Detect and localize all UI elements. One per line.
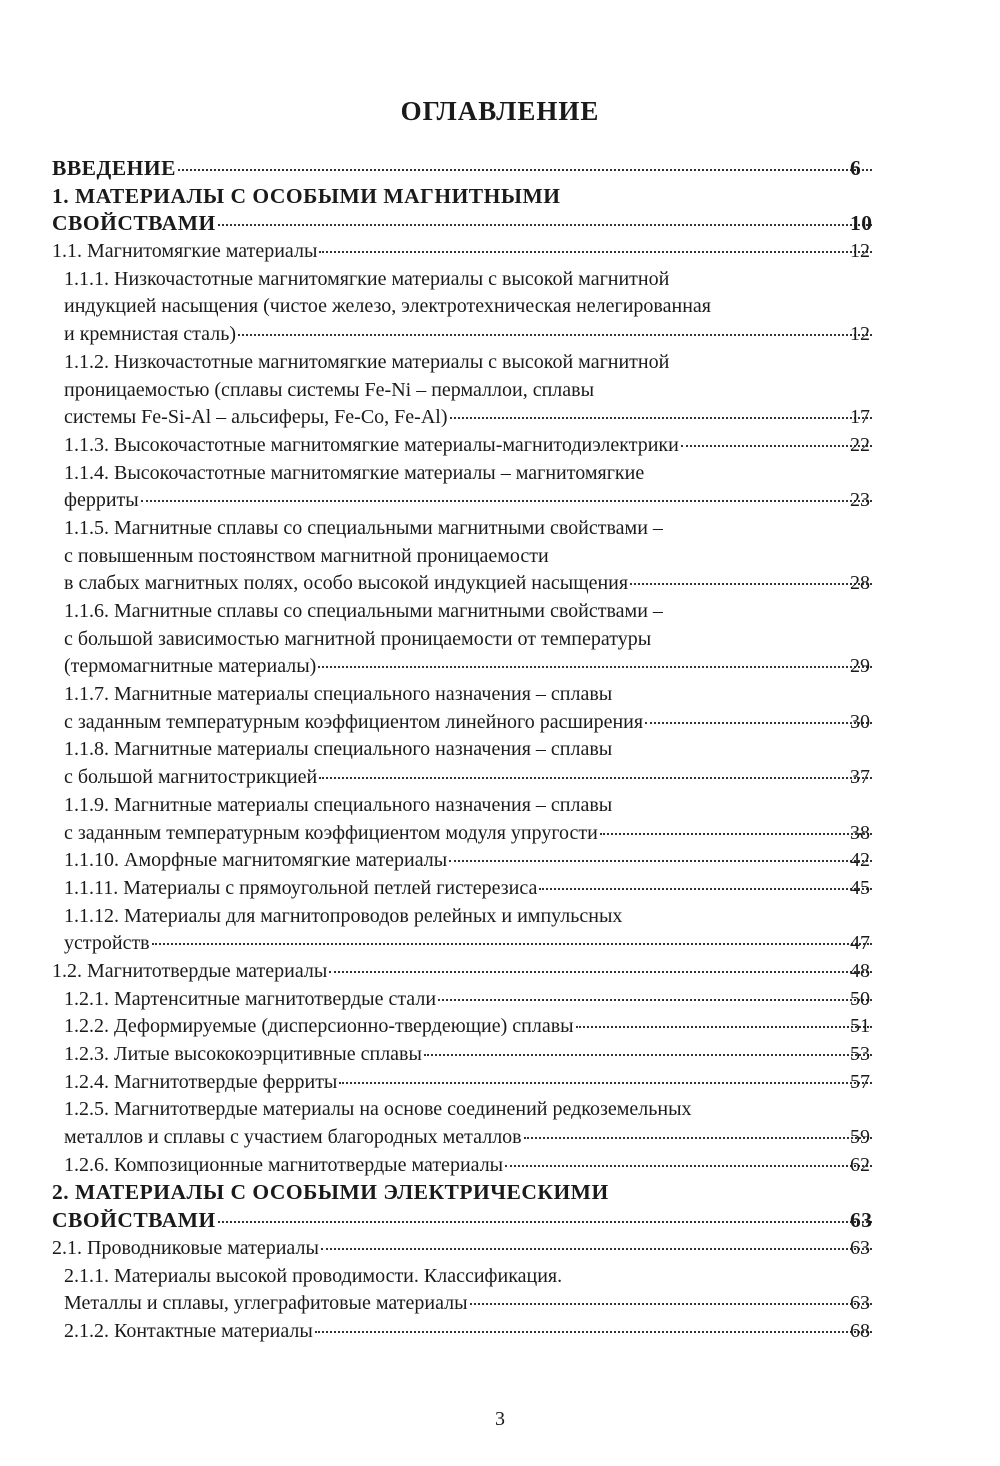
toc-entry-text: 2.1.2. Контактные материалы	[64, 1319, 313, 1342]
dot-leader	[329, 971, 872, 973]
toc-page-number: 57	[850, 1070, 870, 1093]
dot-leader	[318, 666, 872, 668]
toc-line	[0, 543, 1000, 571]
toc-entry[interactable]	[64, 1124, 874, 1152]
toc-line	[0, 709, 1000, 737]
toc-entry-text: с заданным температурным коэффициентом модуля упругости	[64, 821, 598, 844]
toc-line	[0, 792, 1000, 820]
toc-page-number: 51	[850, 1015, 870, 1038]
dot-leader	[315, 1331, 872, 1333]
toc-entry-text: с большой зависимостью магнитной проницаемости от температуры	[64, 627, 652, 650]
toc-entry-text: 2. МАТЕРИАЛЫ С ОСОБЫМИ ЭЛЕКТРИЧЕСКИМИ	[52, 1180, 609, 1205]
dot-leader	[681, 445, 872, 447]
toc-line	[0, 986, 1000, 1014]
dot-leader	[438, 999, 872, 1001]
toc-page-number: 42	[850, 849, 870, 872]
toc-entry-text: 1.2.1. Мартенситные магнитотвердые стали	[64, 987, 437, 1010]
toc-heading-line	[0, 155, 1000, 183]
toc-page-number: 12	[850, 240, 870, 263]
toc-page-number: 47	[850, 932, 870, 955]
toc-line	[0, 238, 1000, 266]
toc-entry-text: 1. МАТЕРИАЛЫ С ОСОБЫМИ МАГНИТНЫМИ	[52, 183, 561, 208]
dot-leader	[539, 888, 872, 890]
toc-line	[0, 875, 1000, 903]
toc-entry-text: 1.2.4. Магнитотвердые ферриты	[64, 1070, 338, 1093]
toc-entry[interactable]	[64, 404, 874, 432]
toc-page-number: 38	[850, 821, 870, 844]
toc-entry[interactable]	[64, 1041, 874, 1069]
toc-entry[interactable]	[64, 1013, 874, 1041]
toc-entry[interactable]	[52, 238, 874, 266]
dot-leader	[141, 500, 872, 502]
toc-page-number: 48	[850, 959, 870, 982]
toc-entry[interactable]	[64, 709, 874, 737]
dot-leader	[319, 251, 872, 253]
toc-line	[0, 903, 1000, 931]
toc-entry-text: проницаемостью (сплавы системы Fe-Ni – пермаллои, сплавы	[64, 378, 595, 401]
toc-line	[0, 1124, 1000, 1152]
dot-leader	[218, 224, 872, 226]
toc-line	[0, 1235, 1000, 1263]
toc-line	[0, 1041, 1000, 1069]
toc-entry[interactable]	[52, 155, 874, 183]
toc-entry[interactable]	[52, 958, 874, 986]
toc-line	[0, 820, 1000, 848]
page-title: ОГЛАВЛЕНИЕ	[400, 96, 600, 126]
toc-line	[0, 487, 1000, 515]
toc-line	[0, 764, 1000, 792]
toc-line	[0, 266, 1000, 294]
dot-leader	[576, 1026, 872, 1028]
toc-entry-text: в слабых магнитных полях, особо высокой индукцией насыщения	[64, 572, 629, 595]
toc-line	[0, 1152, 1000, 1180]
toc-entry[interactable]	[64, 487, 874, 515]
dot-leader	[321, 1248, 872, 1250]
toc-line	[0, 598, 1000, 626]
toc-entry-text: СВОЙСТВАМИ	[52, 211, 216, 236]
toc-entry[interactable]	[52, 210, 874, 238]
toc-entry-text: 1.1.9. Магнитные материалы специального назначения – сплавы	[64, 793, 613, 816]
toc-entry-text: с повышенным постоянством магнитной проницаемости	[64, 544, 549, 567]
toc-entry-text: устройств	[64, 932, 150, 955]
toc-entry-text: ВВЕДЕНИЕ	[52, 156, 176, 180]
toc-entry[interactable]	[64, 1069, 874, 1097]
toc-entry-text: металлов и сплавы с участием благородных металлов	[64, 1126, 522, 1149]
dot-leader	[424, 1054, 872, 1056]
toc-line	[0, 1069, 1000, 1097]
dot-leader	[449, 860, 872, 862]
toc-entry-text: 1.1.1. Низкочастотные магнитомягкие материалы с высокой магнитной	[64, 267, 670, 290]
toc-entry-text: 2.1.1. Материалы высокой проводимости. Классификация.	[64, 1264, 563, 1287]
toc-line	[0, 736, 1000, 764]
toc-line	[0, 1290, 1000, 1318]
toc-entry-text: с заданным температурным коэффициентом линейного расширения	[64, 710, 644, 733]
toc-entry-text: системы Fe-Si-Al – альсиферы, Fe-Co, Fe-Al)	[64, 406, 448, 429]
dot-leader	[524, 1137, 872, 1139]
toc-entry[interactable]	[64, 1152, 874, 1180]
toc-heading-line	[0, 183, 1000, 211]
toc-line	[0, 1013, 1000, 1041]
toc-entry-text: с большой магнитострикцией	[64, 766, 318, 789]
toc-line	[0, 432, 1000, 460]
toc-entry-text: 1.1.11. Материалы с прямоугольной петлей гистерезиса	[64, 876, 538, 899]
toc-entry[interactable]	[64, 764, 874, 792]
toc-entry[interactable]	[64, 986, 874, 1014]
toc-page-number: 63	[850, 1236, 870, 1259]
toc-page-number: 68	[850, 1319, 870, 1342]
toc-line	[0, 626, 1000, 654]
toc-page-number: 30	[850, 710, 870, 733]
toc-line	[0, 1263, 1000, 1291]
toc-line	[0, 404, 1000, 432]
toc-page-number: 17	[850, 406, 870, 429]
page-number: 3	[495, 1408, 505, 1430]
toc-entry-text: 1.2.5. Магнитотвердые материалы на основе соединений редкоземельных	[64, 1098, 692, 1121]
toc-entry[interactable]	[64, 432, 874, 460]
toc-page-number: 12	[850, 323, 870, 346]
toc-line	[0, 349, 1000, 377]
dot-leader	[470, 1303, 872, 1305]
toc-page-number: 23	[850, 489, 870, 512]
toc-entry[interactable]	[64, 1318, 874, 1346]
toc-line	[0, 460, 1000, 488]
toc-entry-text: 2.1. Проводниковые материалы	[52, 1236, 319, 1259]
toc-line	[0, 958, 1000, 986]
toc-page-number: 63	[850, 1292, 870, 1315]
toc-heading-line	[0, 1179, 1000, 1207]
toc-entry-text: 1.2.6. Композиционные магнитотвердые материалы	[64, 1153, 504, 1176]
toc-entry-text: Металлы и сплавы, углеграфитовые материалы	[64, 1292, 468, 1315]
toc-page-number: 29	[850, 655, 870, 678]
toc-entry-text: 1.1.6. Магнитные сплавы со специальными магнитными свойствами –	[64, 600, 663, 622]
dot-leader	[152, 943, 872, 945]
toc-line	[0, 1096, 1000, 1124]
toc-line	[0, 321, 1000, 349]
toc-line	[0, 1318, 1000, 1346]
toc-entry-text: и кремнистая сталь)	[64, 323, 236, 346]
dot-leader	[600, 833, 872, 835]
dot-leader	[178, 169, 872, 171]
toc-page-number: 6	[850, 156, 862, 180]
toc-page-number: 37	[850, 766, 870, 789]
toc-entry[interactable]	[64, 653, 874, 681]
toc-page-number: 53	[850, 1043, 870, 1065]
toc-entry-text: ферриты	[64, 489, 139, 512]
toc-entry-text: 1.1.7. Магнитные материалы специального назначения – сплавы	[64, 683, 613, 706]
toc-entry-text: 1.1.12. Материалы для магнитопроводов релейных и импульсных	[64, 904, 623, 927]
toc-entry[interactable]	[64, 1290, 874, 1318]
toc-entry[interactable]	[64, 321, 874, 349]
toc-line	[0, 515, 1000, 543]
toc-entry-text: 1.1.3. Высокочастотные магнитомягкие материалы-магнитодиэлектрики	[64, 433, 679, 456]
toc-entry-text: 1.1.4. Высокочастотные магнитомягкие материалы – магнитомягкие	[64, 461, 645, 484]
toc-line	[0, 847, 1000, 875]
toc-page-number: 50	[850, 987, 870, 1010]
toc-heading-line	[0, 210, 1000, 238]
toc-entry-text: 1.1.10. Аморфные магнитомягкие материалы	[64, 849, 448, 872]
toc-page-number: 28	[850, 572, 870, 595]
toc-entry-text: 1.1.2. Низкочастотные магнитомягкие материалы с высокой магнитной	[64, 350, 670, 373]
dot-leader	[218, 1221, 872, 1223]
toc-entry-text: 1.2.3. Литые высококоэрцитивные сплавы	[64, 1043, 422, 1065]
toc-line	[0, 293, 1000, 321]
toc-entry[interactable]	[64, 930, 874, 958]
toc-line	[0, 653, 1000, 681]
toc-entry[interactable]	[64, 847, 874, 875]
toc-line	[0, 681, 1000, 709]
toc-entry-text: 1.2. Магнитотвердые материалы	[52, 959, 328, 982]
toc-entry[interactable]	[52, 1207, 874, 1235]
toc-page-number: 10	[850, 211, 873, 236]
toc-entry-text: 1.2.2. Деформируемые (дисперсионно-твердеющие) сплавы	[64, 1015, 574, 1038]
toc-heading-line	[0, 1207, 1000, 1235]
dot-leader	[319, 777, 872, 779]
toc-line	[0, 377, 1000, 405]
dot-leader	[505, 1165, 872, 1167]
toc-entry-text: индукцией насыщения (чистое железо, электротехническая нелегированная	[64, 295, 711, 318]
dot-leader	[238, 334, 872, 336]
dot-leader	[630, 583, 872, 585]
toc-page-number: 63	[850, 1208, 873, 1233]
dot-leader	[645, 722, 872, 724]
toc-entry-text: 1.1.5. Магнитные сплавы со специальными магнитными свойствами –	[64, 516, 663, 539]
toc-entry[interactable]	[64, 570, 874, 598]
toc-entry-text: (термомагнитные материалы)	[64, 655, 317, 678]
toc-page-number: 45	[850, 876, 870, 899]
toc-entry-text: 1.1. Магнитомягкие материалы	[52, 240, 318, 263]
toc-entry[interactable]	[64, 820, 874, 848]
toc-page-number: 59	[850, 1126, 870, 1149]
toc-entry[interactable]	[64, 875, 874, 903]
table-of-contents	[0, 155, 1000, 1346]
toc-entry-text: 1.1.8. Магнитные материалы специального назначения – сплавы	[64, 738, 613, 761]
toc-line	[0, 930, 1000, 958]
dot-leader	[450, 417, 873, 419]
toc-page-number: 22	[850, 433, 870, 456]
toc-page-number: 62	[850, 1153, 870, 1176]
toc-line	[0, 570, 1000, 598]
dot-leader	[339, 1082, 872, 1084]
toc-entry-text: СВОЙСТВАМИ	[52, 1208, 216, 1233]
toc-entry[interactable]	[52, 1235, 874, 1263]
